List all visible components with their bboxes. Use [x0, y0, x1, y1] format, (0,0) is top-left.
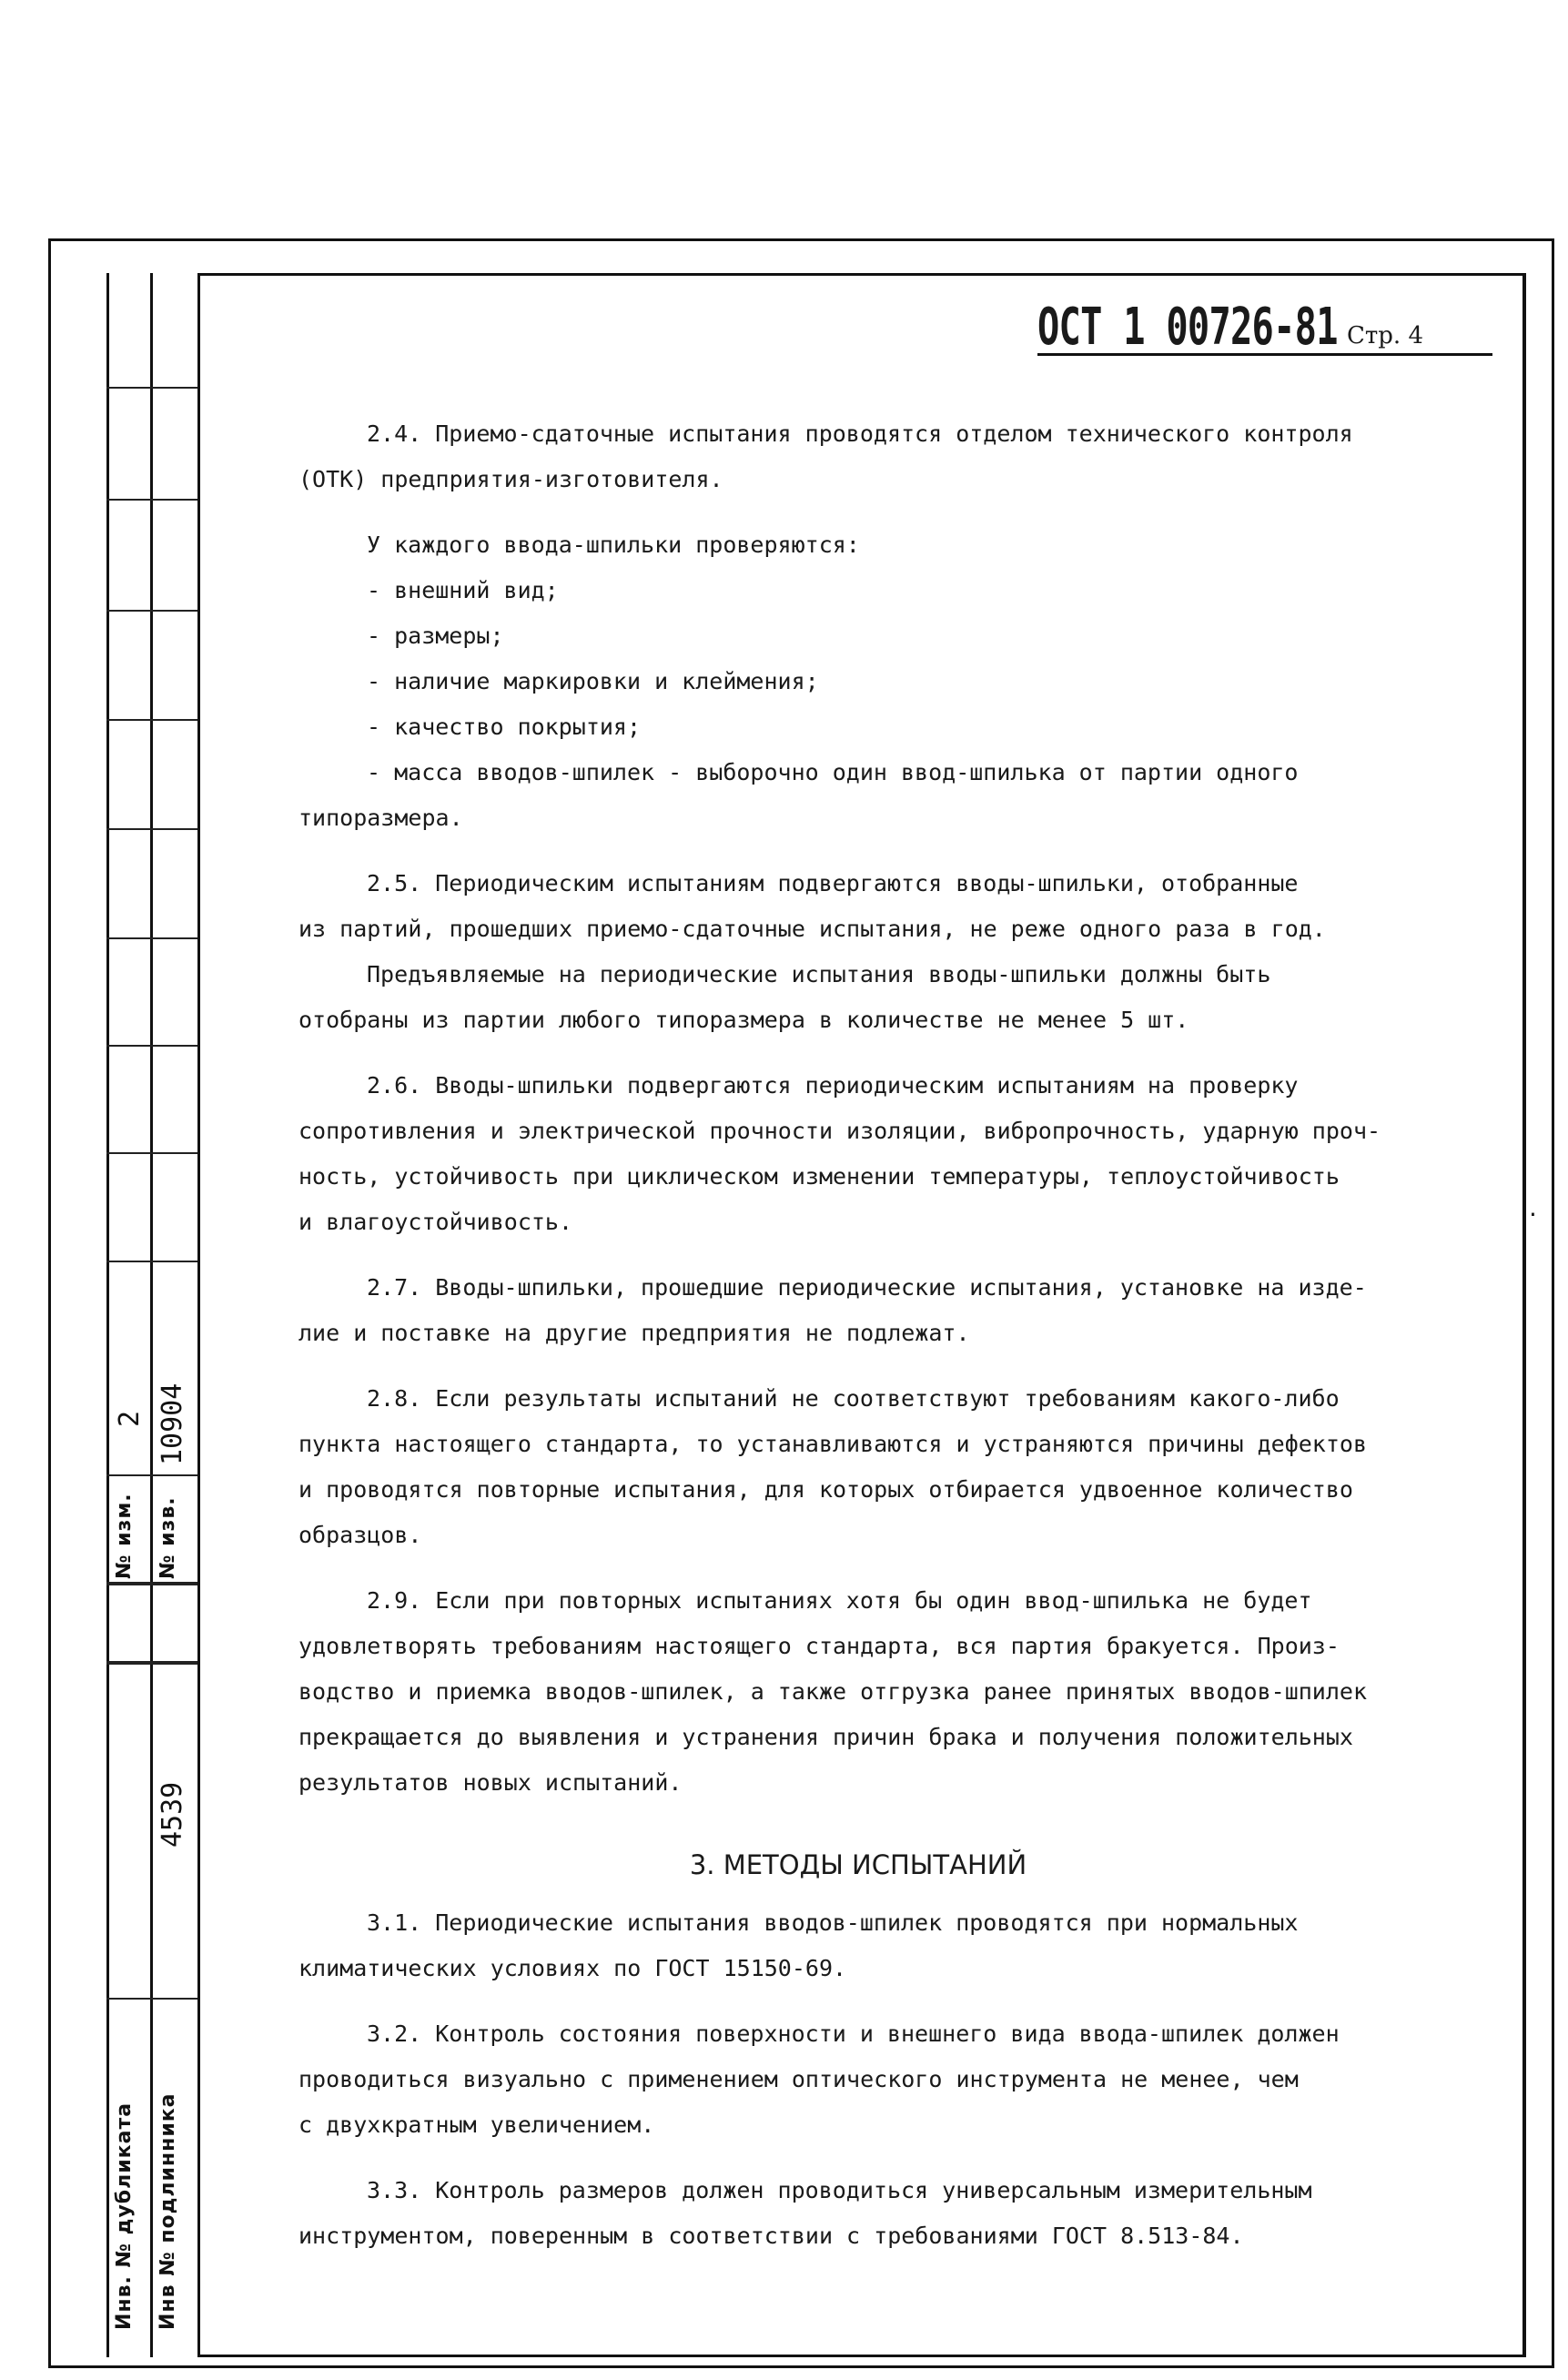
change-number-value: 2	[114, 1410, 146, 1427]
notice-number-label: № изв.	[157, 1496, 179, 1579]
paragraph-gap	[298, 1991, 1418, 2011]
original-inventory-value: 4539	[157, 1781, 188, 1848]
paragraph	[298, 1265, 1418, 1356]
paragraph	[298, 1063, 1418, 1245]
paragraph	[298, 861, 1418, 952]
text-line: удовлетворять требованиям настоящего стандарта, вся партия бракуется. Произ-	[298, 1633, 1340, 1659]
stamp-row-line	[106, 1152, 197, 1154]
paragraph	[298, 2168, 1418, 2259]
text-line: (ОТК) предприятия-изготовителя.	[298, 466, 723, 492]
text-line: - внешний вид;	[367, 577, 559, 603]
text-line: - наличие маркировки и клеймения;	[367, 668, 819, 694]
paragraph	[298, 522, 1418, 568]
text-line: лие и поставке на другие предприятия не подлежат.	[298, 1320, 970, 1346]
original-inventory-label: Инв № подлинника	[157, 2092, 179, 2330]
paragraph	[298, 952, 1418, 1043]
paragraph	[298, 1900, 1418, 1991]
paragraph	[298, 659, 1418, 704]
stamp-row-line	[106, 1474, 197, 1476]
text-line: сопротивления и электрической прочности изоляции, вибропрочность, ударную проч-	[298, 1118, 1381, 1144]
page-number: Стр. 4	[1347, 322, 1423, 349]
text-line: - масса вводов-шпилек - выборочно один ввод-шпилька от партии одного	[367, 759, 1299, 785]
paragraph	[298, 1376, 1418, 1558]
text-line: 2.8. Если результаты испытаний не соответствуют требованиям какого-либо	[367, 1385, 1340, 1412]
document-body	[298, 411, 1418, 2259]
change-number-label: № изм.	[113, 1493, 136, 1579]
section-heading: 3. МЕТОДЫ ИСПЫТАНИЙ	[689, 1849, 1027, 1880]
paragraph-gap	[298, 841, 1418, 861]
duplicate-inventory-label: Инв. № дубликата	[113, 2101, 136, 2330]
text-line: отобраны из партии любого типоразмера в количестве не менее 5 шт.	[298, 1007, 1189, 1033]
stamp-row-line	[106, 719, 197, 721]
text-line: 2.6. Вводы-шпильки подвергаются периодическим испытаниям на проверку	[367, 1072, 1299, 1099]
text-line: У каждого ввода-шпильки проверяются:	[367, 532, 860, 558]
text-line: с двухкратным увеличением.	[298, 2112, 655, 2138]
stamp-row-line	[106, 387, 197, 389]
text-line: - размеры;	[367, 623, 504, 649]
text-line: прекращается до выявления и устранения причин брака и получения положительных	[298, 1724, 1353, 1750]
paragraph-gap	[298, 1806, 1418, 1826]
notice-number-value: 10904	[157, 1382, 188, 1465]
stamp-row-line	[106, 610, 197, 612]
stamp-row-line	[106, 1661, 197, 1665]
paragraph	[298, 613, 1418, 659]
stamp-column-line	[106, 273, 109, 2357]
text-line: водство и приемка вводов-шпилек, а также отгрузка ранее принятых вводов-шпилек	[298, 1678, 1367, 1705]
scan-mark: ·	[1529, 1200, 1537, 1230]
text-line: ность, устойчивость при циклическом изменении температуры, теплоустойчивость	[298, 1163, 1340, 1190]
stamp-row-line	[106, 828, 197, 830]
stamp-row-line	[106, 1582, 197, 1585]
paragraph-gap	[298, 2148, 1418, 2168]
stamp-row-line	[106, 1045, 197, 1047]
text-line: 2.4. Приемо-сдаточные испытания проводятся отделом технического контроля	[367, 420, 1353, 447]
text-line: Предъявляемые на периодические испытания вводы-шпильки должны быть	[367, 961, 1271, 987]
text-line: и влагоустойчивость.	[298, 1209, 573, 1235]
paragraph	[298, 704, 1418, 750]
text-line: 3.1. Периодические испытания вводов-шпилек проводятся при нормальных	[367, 1909, 1299, 1936]
paragraph	[298, 568, 1418, 613]
stamp-row-line	[106, 937, 197, 939]
stamp-row-line	[106, 1998, 197, 2000]
text-line: 2.5. Периодическим испытаниям подвергаются вводы-шпильки, отобранные	[367, 870, 1299, 896]
stamp-row-line	[106, 1261, 197, 1262]
text-line: 3.3. Контроль размеров должен проводиться универсальным измерительным	[367, 2177, 1312, 2203]
paragraph-gap	[298, 1245, 1418, 1265]
text-line: результатов новых испытаний.	[298, 1769, 683, 1796]
text-line: пункта настоящего стандарта, то устанавливаются и устраняются причины дефектов	[298, 1431, 1367, 1457]
text-line: проводиться визуально с применением оптического инструмента не менее, чем	[298, 2066, 1299, 2092]
paragraph	[298, 2011, 1418, 2148]
text-line: 2.9. Если при повторных испытаниях хотя бы один ввод-шпилька не будет	[367, 1587, 1312, 1614]
text-line: из партий, прошедших приемо-сдаточные испытания, не реже одного раза в год.	[298, 916, 1326, 942]
text-line: 2.7. Вводы-шпильки, прошедшие периодические испытания, установке на изде-	[367, 1274, 1367, 1301]
document-header	[1037, 289, 1492, 356]
text-line: - качество покрытия;	[367, 714, 642, 740]
paragraph	[298, 1578, 1418, 1806]
document-code: ОСТ 1 00726-81	[1037, 298, 1338, 357]
paragraph-gap	[298, 1043, 1418, 1063]
paragraph-gap	[298, 502, 1418, 522]
text-line: образцов.	[298, 1522, 422, 1548]
stamp-column-line	[150, 273, 153, 2357]
text-line: инструментом, поверенным в соответствии с требованиями ГОСТ 8.513-84.	[298, 2223, 1244, 2249]
text-line: типоразмера.	[298, 805, 463, 831]
text-line: и проводятся повторные испытания, для которых отбирается удвоенное количество	[298, 1476, 1353, 1503]
text-line: 3.2. Контроль состояния поверхности и внешнего вида ввода-шпилек должен	[367, 2020, 1340, 2047]
text-line: климатических условиях по ГОСТ 15150-69.	[298, 1955, 847, 1981]
paragraph	[298, 411, 1418, 502]
stamp-row-line	[106, 499, 197, 501]
paragraph-gap	[298, 1558, 1418, 1578]
paragraph	[298, 750, 1418, 841]
paragraph-gap	[298, 1356, 1418, 1376]
